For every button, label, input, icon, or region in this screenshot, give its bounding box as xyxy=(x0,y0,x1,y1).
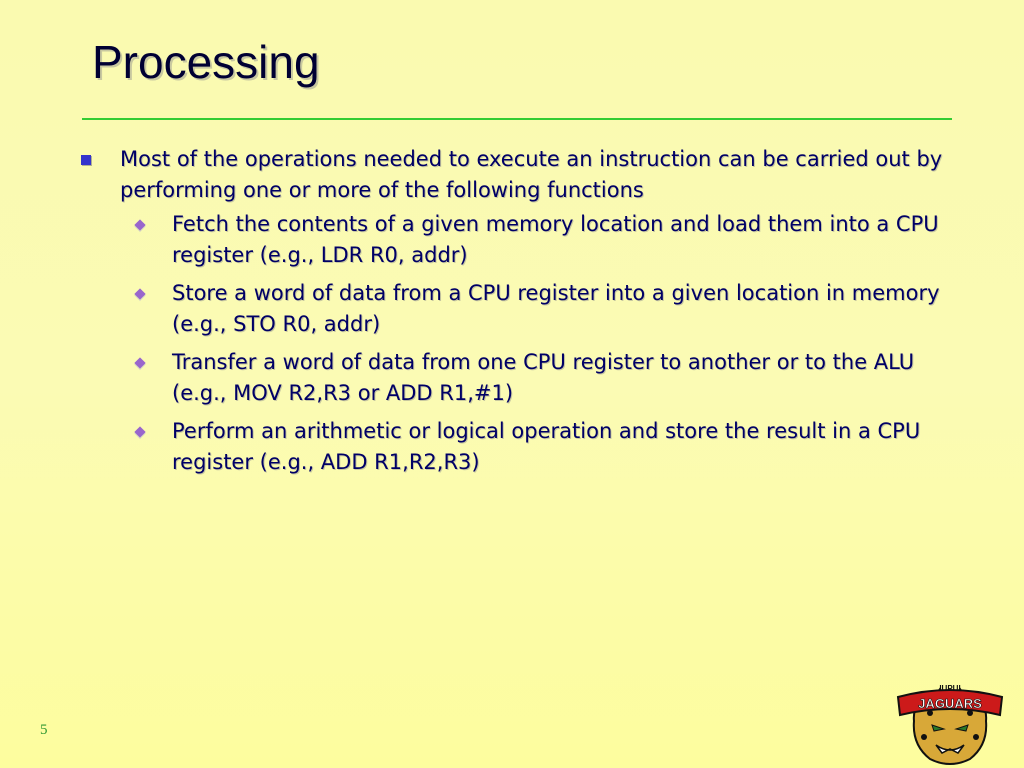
diamond-bullet-icon xyxy=(134,219,145,230)
diamond-bullet-icon xyxy=(134,426,145,437)
slide-number: 5 xyxy=(40,722,48,738)
diamond-bullet-icon xyxy=(134,357,145,368)
sub-bullet-text: Perform an arithmetic or logical operation and store the result in a CPU register (e.g., ADD R1,R2,R3) xyxy=(172,419,921,474)
jaguars-logo xyxy=(896,681,1004,767)
sub-bullet-item xyxy=(78,347,958,409)
bullet-text: Most of the operations needed to execute an instruction can be carried out by performing one or more of the following functions xyxy=(120,147,943,202)
logo-top-text: IUPUI xyxy=(939,684,961,693)
sub-bullet-text: Store a word of data from a CPU register into a given location in memory (e.g., STO R0, addr) xyxy=(172,281,940,336)
bullet-item xyxy=(78,144,958,206)
sub-bullet-list xyxy=(78,209,958,478)
sub-bullet-item xyxy=(78,209,958,271)
diamond-bullet-icon xyxy=(134,288,145,299)
jaguar-spot xyxy=(921,734,927,740)
jaguar-spot xyxy=(973,734,979,740)
sub-bullet-item xyxy=(78,416,958,478)
logo-main-text: JAGUARS xyxy=(918,696,982,711)
square-bullet-icon xyxy=(81,155,91,165)
sub-bullet-text: Transfer a word of data from one CPU register to another or to the ALU (e.g., MOV R2,R3 or ADD R1,#1) xyxy=(172,350,915,405)
sub-bullet-item xyxy=(78,278,958,340)
slide-content xyxy=(78,144,958,485)
sub-bullet-text: Fetch the contents of a given memory location and load them into a CPU register (e.g., LDR R0, addr) xyxy=(172,212,939,267)
slide-title: Processing xyxy=(92,36,320,88)
title-divider xyxy=(82,118,952,120)
